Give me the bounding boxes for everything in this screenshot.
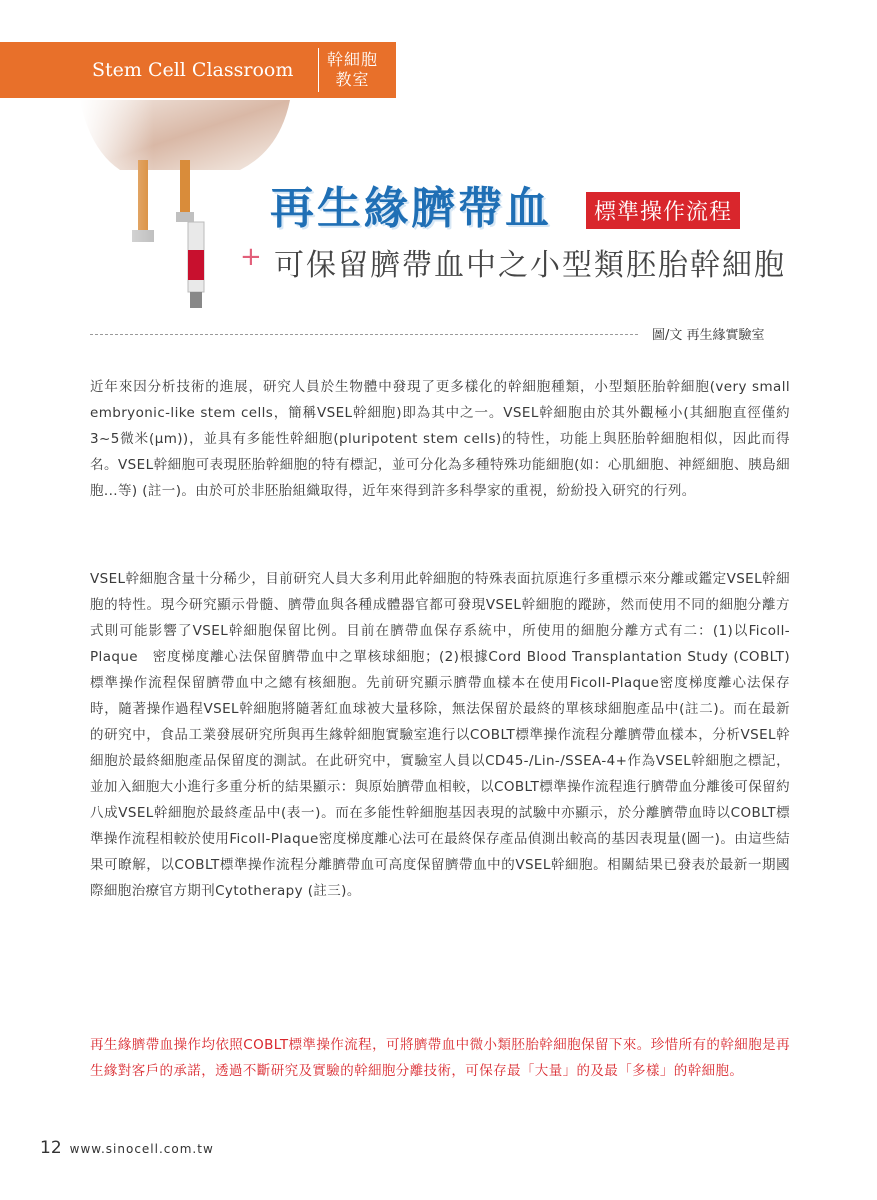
paragraph-2: VSEL幹細胞含量十分稀少，目前研究人員大多利用此幹細胞的特殊表面抗原進行多重標示來分離或鑑定VSEL幹細胞的特性。現今研究顯示骨髓、臍帶血與各種成體器官都可發現VSEL幹細胞的蹤跡，然而使用不同的細胞分離方式則可能影響了VSEL幹細胞保留比例。目前在臍帶血保存系統中，所使用的細胞分離方式有二：(1)以Ficoll-Plaque 密度梯度離心法保留臍帶血中之單核球細胞；(2)根據Cord Blood Transplantation Study (COBLT) 標準操作流程保留臍帶血中之總有核細胞。先前研究顯示臍帶血樣本在使用Ficoll-Plaque密度梯度離心法保存時，隨著操作過程VSEL幹細胞將隨著紅血球被大量移除，無法保留於最終的單核球細胞產品中(註二)。而在最新的研究中，食品工業發展研究所與再生緣幹細胞實驗室進行以COBLT標準操作流程分離臍帶血樣本，分析VSEL幹細胞於最終細胞產品保留度的測試。在此研究中，實驗室人員以CD45-/Lin-/SSEA-4+作為VSEL幹細胞之標記，並加入細胞大小進行多重分析的結果顯示：與原始臍帶血相較，以COBLT標準操作流程進行臍帶血分離後可保留約八成VSEL幹細胞於最終產品中(表一)。而在多能性幹細胞基因表現的試驗中亦顯示，於分離臍帶血時以COBLT標準操作流程相較於使用Ficoll-Plaque密度梯度離心法可在最終保存產品偵測出較高的基因表現量(圖一)。由這些結果可瞭解，以COBLT標準操作流程分離臍帶血可高度保留臍帶血中的VSEL幹細胞。相關結果已發表於最新一期國際細胞治療官方期刊Cytotherapy (註三)。 [90,571,790,899]
section-divider [318,48,319,92]
article-subtitle: 可保留臍帶血中之小型類胚胎幹細胞 [274,248,786,283]
dashed-divider [90,334,638,335]
title-tag: 標準操作流程 [586,192,740,229]
website-link[interactable]: www.sinocell.com.tw [69,1142,214,1156]
cord-blood-bag-illustration [80,100,290,315]
svg-text:+: + [240,242,262,272]
paragraph-1: 近年來因分析技術的進展，研究人員於生物體中發現了更多樣化的幹細胞種類，小型類胚胎幹細胞(very small embryonic-like stem cells，簡稱VSEL幹細胞)即為其中之一。VSEL幹細胞由於其外觀極小(其細胞直徑僅約3~5微米(μm))，並具有多能性幹細胞(pluripotent stem cells)的特性，功能上與胚胎幹細胞相似，因此而得名。VSEL幹細胞可表現胚胎幹細胞的特有標記，並可分化為多種特殊功能細胞(如：心肌細胞、神經細胞、胰島細胞...等) (註一)。由於可於非胚胎組織取得，近年來得到許多科學家的重視，紛紛投入研究的行列。 [90,379,790,499]
article-title: 再生緣臍帶血 [270,183,552,234]
paragraph-3-highlight: 再生緣臍帶血操作均依照COBLT標準操作流程，可將臍帶血中微小類胚胎幹細胞保留下來。珍惜所有的幹細胞是再生緣對客戶的承諾，透過不斷研究及實驗的幹細胞分離技術，可保存最「大量」的及最「多樣」的幹細胞。 [90,1037,790,1079]
section-title-zh-line2: 教室 [335,70,370,89]
byline: 圖/文 再生緣實驗室 [652,328,765,343]
section-banner [0,42,396,98]
section-title-zh-line1: 幹細胞 [327,50,379,69]
page-number: 12 [40,1138,62,1158]
page-footer [40,1138,214,1158]
section-title-zh [327,50,378,90]
section-title-en: Stem Cell Classroom [92,59,294,81]
